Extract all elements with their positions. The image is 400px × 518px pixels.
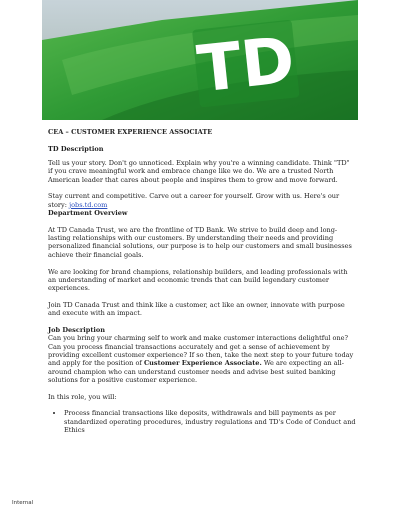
td-description-heading: TD Description: [48, 144, 104, 153]
list-item: • Process financial transactions like deposits, withdrawals and bill payments as per standardized operating procedures, industry regulations and TD's Code of Conduct and Ethics: [64, 409, 356, 434]
department-paragraph-1: At TD Canada Trust, we are the frontline of TD Bank. We strive to build deep and long-lasting relationships with our customers. By understanding their needs and providing personalized financial solutions, our purpose is to help our customers and small businesses achieve their financial goals.: [48, 225, 352, 259]
classification-label: Internal: [12, 500, 34, 506]
td-description-paragraph-2: [48, 192, 356, 209]
responsibilities-list: [48, 409, 356, 434]
jobs-link[interactable]: jobs.td.com: [69, 200, 108, 209]
svg-text:TD: TD: [194, 23, 299, 108]
job-description-text-2: We are expecting an all-around champion who can understand customer needs and advise best suited banking solutions for a positive customer experience.: [48, 359, 344, 384]
department-paragraph-2: We are looking for brand champions, relationship builders, and leading professionals with an understanding of market and economic trends that can build legendary customer experiences.: [48, 267, 348, 293]
header-banner-photo: [42, 0, 358, 120]
job-description-paragraph: [48, 334, 356, 384]
job-title-inline: Customer Experience Associate.: [143, 359, 262, 368]
job-description-heading: Job Description: [48, 325, 105, 334]
job-description-text-1: Can you bring your charming self to work and make customer interactions delightful one? Can you process financial transactions accurately and get a sense of achievement by providing excellent customer experience? If so then, take the next step to your future today and apply for the position of: [48, 334, 354, 368]
td-flag-image: [42, 0, 358, 120]
job-posting-body: [48, 128, 356, 434]
job-title: CEA – CUSTOMER EXPERIENCE ASSOCIATE: [48, 128, 213, 136]
department-paragraph-3: Join TD Canada Trust and think like a customer, act like an owner, innovate with purpose and execute with an impact.: [48, 300, 345, 318]
td-description-paragraph-2-text: Stay current and competitive. Carve out a career for yourself. Grow with us. Here's our story:: [48, 192, 340, 209]
td-description-paragraph-1: Tell us your story. Don't go unnoticed. Explain why you're a winning candidate. Think "TD" if you crave meaningful work and embrace change like we do. We are a trusted North American leader that cares about people and inspires them to grow and move forward.: [48, 159, 350, 184]
department-overview-heading: Department Overview: [48, 209, 128, 218]
td-logo: [192, 20, 300, 108]
role-intro: In this role, you will:: [48, 392, 117, 401]
